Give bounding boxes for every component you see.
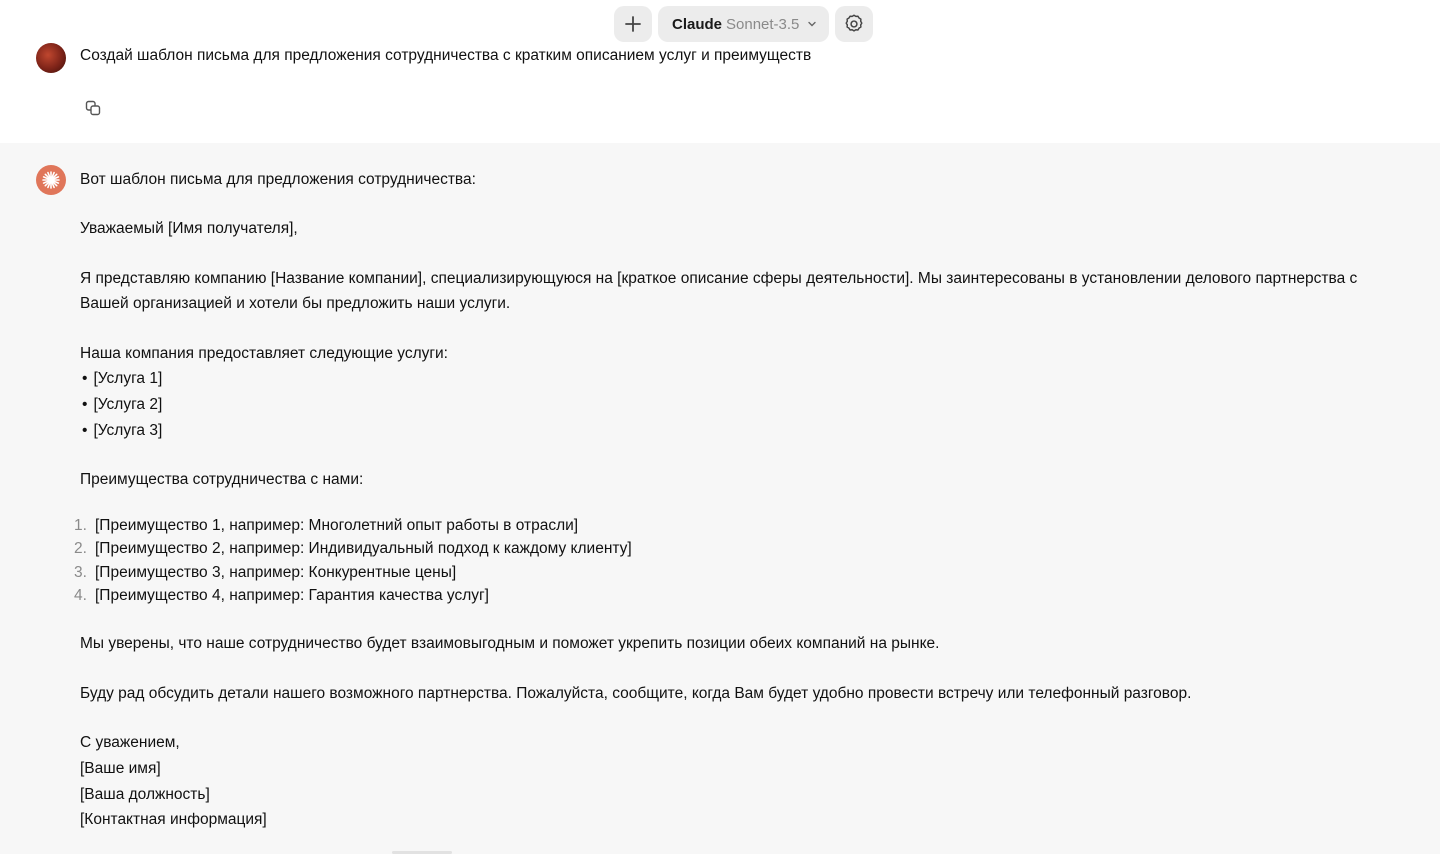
user-message-text: Создай шаблон письма для предложения сотрудничества с кратким описанием услуг и преимуществ (80, 47, 812, 64)
signoff-text: С уважением, (80, 733, 180, 751)
claude-asterisk-icon (41, 170, 61, 190)
advantages-heading: Преимущества сотрудничества с нами: (80, 471, 364, 489)
list-item (74, 514, 1410, 537)
list-number: 1. (74, 517, 87, 535)
signature-position: [Ваша должность] (80, 785, 210, 803)
list-text: [Преимущество 3, например: Конкурентные цены] (95, 563, 457, 581)
signature-name: [Ваше имя] (80, 759, 161, 777)
assistant-avatar (36, 165, 66, 195)
services-list (80, 366, 1410, 443)
top-toolbar (614, 6, 873, 42)
advantages-list (74, 514, 1410, 607)
greeting-text: Уважаемый [Имя получателя], (80, 220, 298, 238)
list-text: [Преимущество 2, например: Индивидуальный подход к каждому клиенту] (95, 540, 632, 558)
list-number: 3. (74, 563, 87, 581)
settings-gear-icon (843, 13, 865, 35)
list-item (74, 561, 1410, 584)
assistant-message-row (0, 143, 1440, 854)
list-number: 2. (74, 540, 87, 558)
list-item: • [Услуга 2] (80, 392, 1410, 418)
list-item: • [Услуга 1] (80, 366, 1410, 392)
list-text: [Преимущество 1, например: Многолетний опыт работы в отрасли] (95, 517, 579, 535)
model-version: Sonnet-3.5 (726, 15, 800, 33)
list-item (74, 537, 1410, 560)
assistant-message-body (74, 167, 1410, 833)
copy-icon (84, 99, 102, 117)
list-item: • [Услуга 3] (80, 418, 1410, 444)
list-number: 4. (74, 587, 87, 605)
services-heading: Наша компания предоставляет следующие услуги: (80, 344, 448, 362)
plus-icon (624, 15, 642, 33)
closing-paragraph: Мы уверены, что наше сотрудничество будет взаимовыгодным и поможет укрепить позиции обеих компаний на рынке. (80, 635, 940, 653)
model-selector[interactable] (658, 6, 829, 42)
new-chat-button[interactable] (614, 6, 652, 42)
user-avatar (36, 43, 66, 73)
list-item (74, 584, 1410, 607)
model-name: Claude (672, 15, 723, 33)
intro-text: Вот шаблон письма для предложения сотрудничества: (80, 171, 476, 188)
intro-paragraph: Я представляю компанию [Название компании], специализирующуюся на [краткое описание сферы деятельности]. Мы заинтересованы в установлении делового партнерства с Вашей организацией и хотели бы предложить наши услуги. (80, 269, 1358, 313)
copy-message-button[interactable] (82, 97, 104, 119)
meeting-paragraph: Буду рад обсудить детали нашего возможного партнерства. Пожалуйста, сообщите, когда Вам будет удобно провести встречу или телефонный разговор. (80, 684, 1192, 702)
settings-button[interactable] (835, 6, 873, 42)
signature-contacts: [Контактная информация] (80, 811, 267, 829)
list-text: [Преимущество 4, например: Гарантия качества услуг] (95, 587, 489, 605)
chevron-down-icon (807, 19, 817, 29)
